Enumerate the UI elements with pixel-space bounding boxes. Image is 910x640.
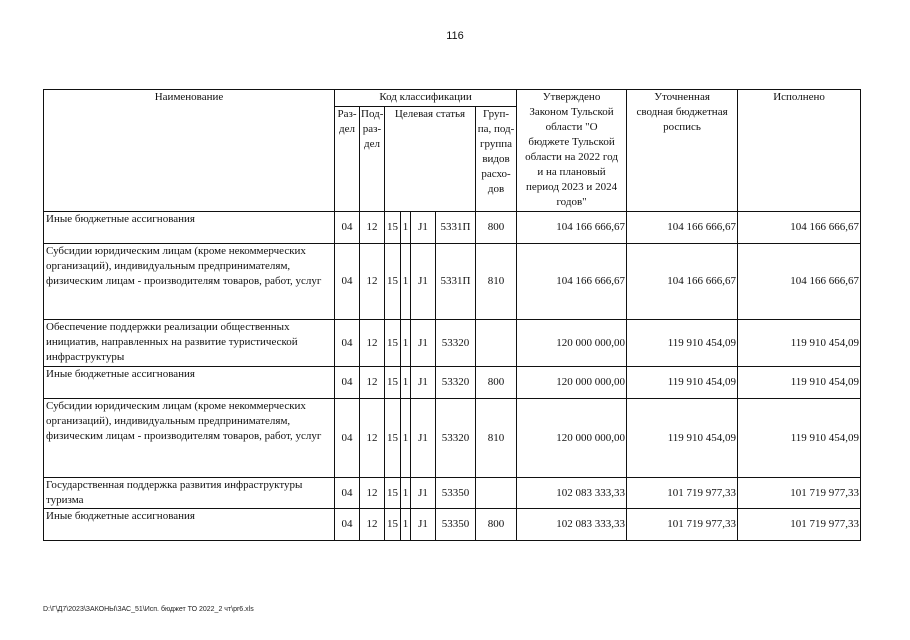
table-row [44, 399, 861, 478]
cell-razdel: 04 [335, 212, 360, 244]
cell-executed: 104 166 666,67 [738, 244, 861, 320]
header-name: Наименование [44, 90, 335, 212]
cell-executed: 101 719 977,33 [738, 509, 861, 541]
cell-refined: 119 910 454,09 [627, 320, 738, 367]
cell-vr: 800 [476, 367, 517, 399]
cell-executed: 101 719 977,33 [738, 478, 861, 509]
cell-cs3: J1 [411, 212, 436, 244]
cell-approved: 102 083 333,33 [517, 478, 627, 509]
cell-cs2: 1 [401, 367, 411, 399]
cell-name: Иные бюджетные ассигнования [44, 367, 335, 399]
header-code: Код классификации [335, 90, 517, 107]
cell-name: Государственная поддержка развития инфраструктуры туризма [44, 478, 335, 509]
table-row [44, 367, 861, 399]
cell-cs2: 1 [401, 478, 411, 509]
cell-cs2: 1 [401, 320, 411, 367]
cell-cs2: 1 [401, 509, 411, 541]
cell-refined: 104 166 666,67 [627, 244, 738, 320]
cell-cs2: 1 [401, 244, 411, 320]
cell-podrazdel: 12 [360, 320, 385, 367]
header-expense-group: Груп- па, под- группа видов расхо- дов [476, 107, 517, 212]
cell-cs1: 15 [385, 399, 401, 478]
cell-name: Субсидии юридическим лицам (кроме некоммерческих организаций), индивидуальным предпринимателям, физическим лицам - производителям товаров, работ, услуг [44, 399, 335, 478]
table-row [44, 244, 861, 320]
cell-cs1: 15 [385, 478, 401, 509]
header-refined: Уточненная сводная бюджетная роспись [627, 90, 738, 212]
budget-table [43, 89, 861, 541]
cell-approved: 120 000 000,00 [517, 399, 627, 478]
cell-cs3: J1 [411, 399, 436, 478]
cell-refined: 101 719 977,33 [627, 509, 738, 541]
footer-file-path: D:\Г\Д7\2023\ЗАКОНЫ\ЗАС_51\Исп. бюджет ТО 2022_2 чт\pr6.xls [43, 606, 254, 613]
cell-cs4: 5331П [436, 244, 476, 320]
cell-name: Обеспечение поддержки реализации общественных инициатив, направленных на развитие туристической инфраструктуры [44, 320, 335, 367]
cell-approved: 102 083 333,33 [517, 509, 627, 541]
cell-cs3: J1 [411, 320, 436, 367]
cell-executed: 104 166 666,67 [738, 212, 861, 244]
cell-cs3: J1 [411, 367, 436, 399]
header-target-article: Целевая статья [385, 107, 476, 212]
cell-podrazdel: 12 [360, 212, 385, 244]
page-number: 116 [446, 30, 464, 42]
cell-cs1: 15 [385, 320, 401, 367]
cell-vr: 810 [476, 399, 517, 478]
cell-vr [476, 478, 517, 509]
cell-cs4: 53320 [436, 399, 476, 478]
table-row [44, 478, 861, 509]
header-approved: Утверждено Законом Тульской области "О бюджете Тульской области на 2022 год и на плановый период 2023 и 2024 годов" [517, 90, 627, 212]
cell-razdel: 04 [335, 399, 360, 478]
cell-refined: 119 910 454,09 [627, 399, 738, 478]
cell-cs2: 1 [401, 399, 411, 478]
cell-vr: 800 [476, 509, 517, 541]
cell-approved: 120 000 000,00 [517, 367, 627, 399]
cell-cs3: J1 [411, 509, 436, 541]
cell-razdel: 04 [335, 320, 360, 367]
table-row [44, 212, 861, 244]
cell-podrazdel: 12 [360, 478, 385, 509]
cell-refined: 119 910 454,09 [627, 367, 738, 399]
cell-cs1: 15 [385, 509, 401, 541]
cell-name: Субсидии юридическим лицам (кроме некоммерческих организаций), индивидуальным предпринимателям, физическим лицам - производителям товаров, работ, услуг [44, 244, 335, 320]
cell-approved: 104 166 666,67 [517, 244, 627, 320]
cell-cs4: 53350 [436, 509, 476, 541]
header-subsection: Под- раз- дел [360, 107, 385, 212]
cell-approved: 104 166 666,67 [517, 212, 627, 244]
cell-podrazdel: 12 [360, 509, 385, 541]
cell-executed: 119 910 454,09 [738, 399, 861, 478]
cell-vr: 800 [476, 212, 517, 244]
cell-cs3: J1 [411, 478, 436, 509]
cell-razdel: 04 [335, 478, 360, 509]
cell-razdel: 04 [335, 509, 360, 541]
header-row [44, 90, 861, 107]
cell-cs2: 1 [401, 212, 411, 244]
header-section: Раз- дел [335, 107, 360, 212]
cell-podrazdel: 12 [360, 244, 385, 320]
table-row [44, 509, 861, 541]
cell-podrazdel: 12 [360, 399, 385, 478]
cell-cs4: 53320 [436, 367, 476, 399]
cell-executed: 119 910 454,09 [738, 367, 861, 399]
cell-cs1: 15 [385, 244, 401, 320]
cell-refined: 104 166 666,67 [627, 212, 738, 244]
cell-cs4: 5331П [436, 212, 476, 244]
cell-cs4: 53350 [436, 478, 476, 509]
cell-executed: 119 910 454,09 [738, 320, 861, 367]
cell-name: Иные бюджетные ассигнования [44, 212, 335, 244]
cell-podrazdel: 12 [360, 367, 385, 399]
cell-vr [476, 320, 517, 367]
table-row [44, 320, 861, 367]
cell-name: Иные бюджетные ассигнования [44, 509, 335, 541]
cell-razdel: 04 [335, 244, 360, 320]
cell-cs3: J1 [411, 244, 436, 320]
cell-approved: 120 000 000,00 [517, 320, 627, 367]
cell-vr: 810 [476, 244, 517, 320]
cell-cs4: 53320 [436, 320, 476, 367]
cell-cs1: 15 [385, 212, 401, 244]
cell-cs1: 15 [385, 367, 401, 399]
cell-refined: 101 719 977,33 [627, 478, 738, 509]
header-executed: Исполнено [738, 90, 861, 212]
cell-razdel: 04 [335, 367, 360, 399]
